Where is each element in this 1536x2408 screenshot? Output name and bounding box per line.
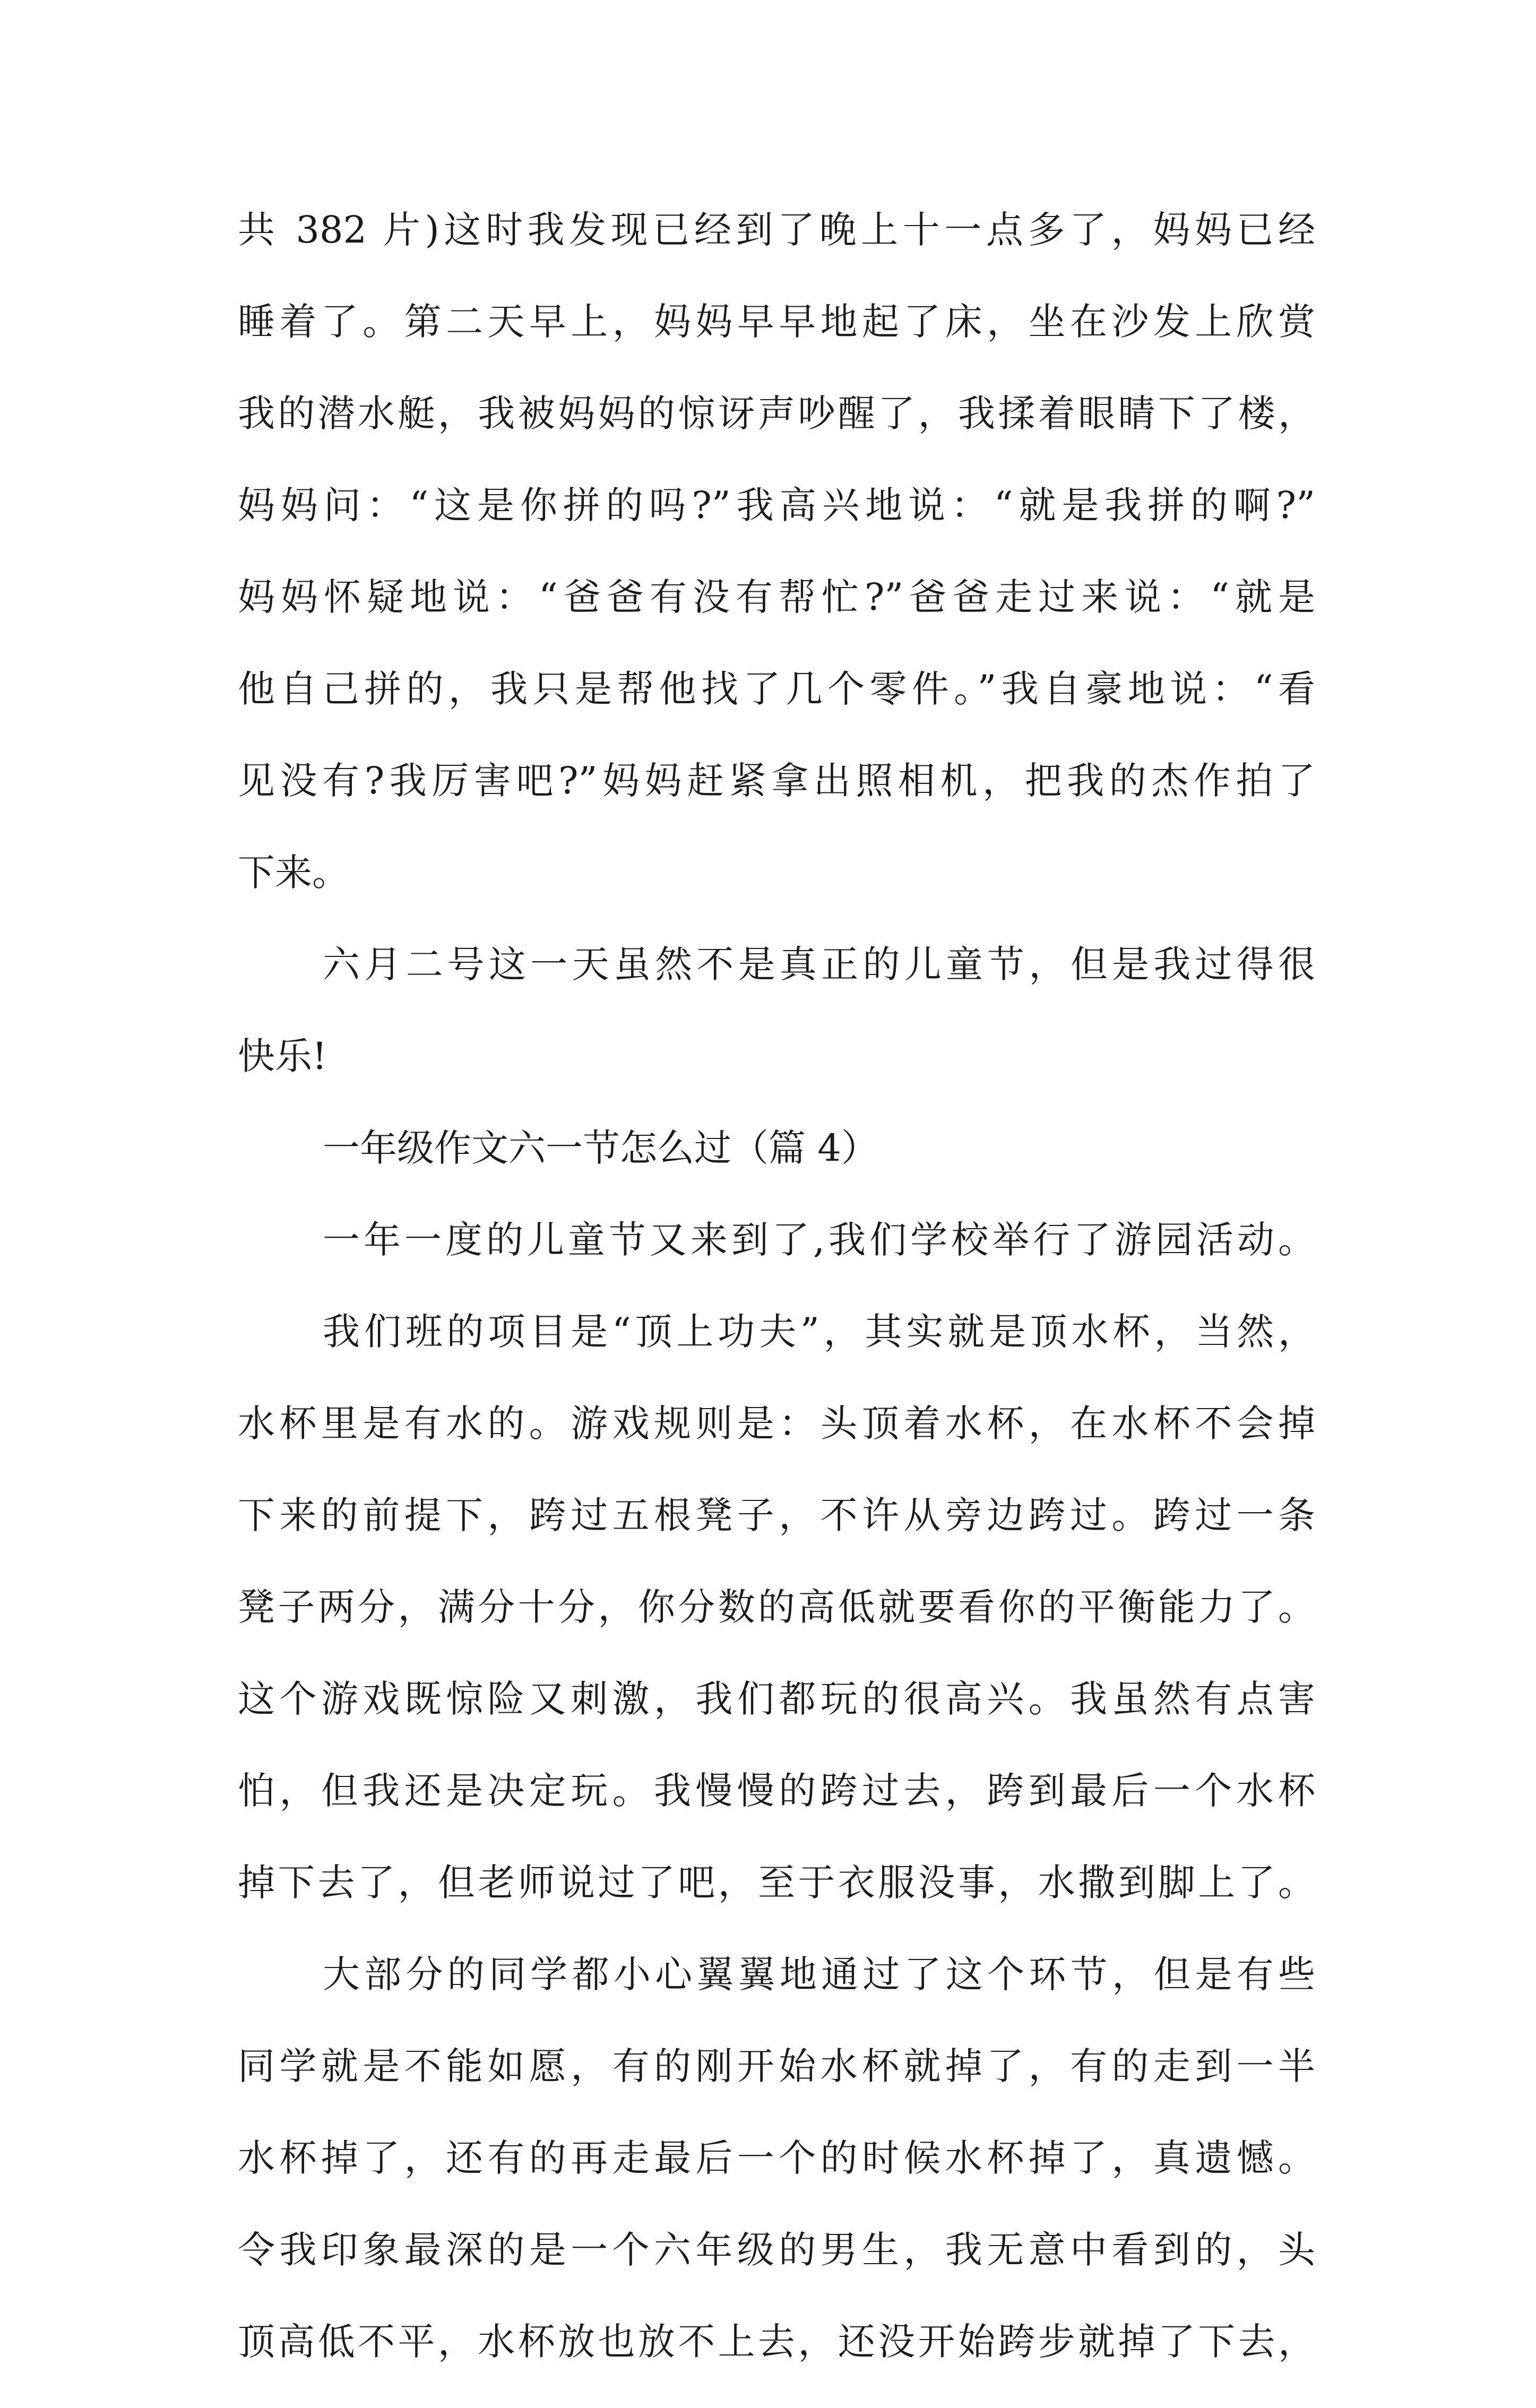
text-line: 怕，但我还是决定玩。我慢慢的跨过去，跨到最后一个水杯 bbox=[238, 1769, 1315, 1813]
text-line: 睡着了。第二天早上，妈妈早早地起了床，坐在沙发上欣赏 bbox=[238, 300, 1315, 343]
text-line: 妈妈问：“这是你拼的吗?”我高兴地说：“就是我拼的啊?” bbox=[238, 484, 1315, 527]
text-line: 水杯掉了，还有的再走最后一个的时候水杯掉了，真遗憾。 bbox=[238, 2136, 1315, 2180]
text-line: 见没有?我厉害吧?”妈妈赶紧拿出照相机，把我的杰作拍了 bbox=[238, 759, 1315, 802]
text-line: 令我印象最深的是一个六年级的男生，我无意中看到的，头 bbox=[238, 2228, 1315, 2272]
document-body bbox=[238, 204, 1315, 2408]
text-line: 我的潜水艇，我被妈妈的惊讶声吵醒了，我揉着眼睛下了楼， bbox=[238, 392, 1315, 435]
text-line: 掉下去了，但老师说过了吧，至于衣服没事，水撒到脚上了。 bbox=[238, 1861, 1315, 1904]
text-line: 顶高低不平，水杯放也放不上去，还没开始跨步就掉了下去， bbox=[238, 2320, 1315, 2363]
paragraph-start-line: 我们班的项目是“顶上功夫”，其实就是顶水杯，当然， bbox=[323, 1310, 1315, 1353]
text-line: 共 382 片)这时我发现已经到了晚上十一点多了，妈妈已经 bbox=[238, 208, 1315, 252]
text-line: 妈妈怀疑地说：“爸爸有没有帮忙?”爸爸走过来说：“就是 bbox=[238, 575, 1315, 619]
text-line: 下来。 bbox=[238, 851, 349, 894]
section-heading: 一年级作文六一节怎么过（篇 4） bbox=[323, 1126, 878, 1170]
paragraph-start-line: 六月二号这一天虽然不是真正的儿童节，但是我过得很 bbox=[323, 943, 1315, 986]
text-line: 下来的前提下，跨过五根凳子，不许从旁边跨过。跨过一条 bbox=[238, 1494, 1315, 1537]
text-line: 他自己拼的，我只是帮他找了几个零件。”我自豪地说：“看 bbox=[238, 667, 1315, 711]
text-line: 凳子两分，满分十分，你分数的高低就要看你的平衡能力了。 bbox=[238, 1585, 1315, 1629]
paragraph-start-line: 一年一度的儿童节又来到了,我们学校举行了游园活动。 bbox=[323, 1218, 1315, 1262]
text-line: 这个游戏既惊险又刺激，我们都玩的很高兴。我虽然有点害 bbox=[238, 1677, 1315, 1721]
text-line: 快乐! bbox=[238, 1034, 327, 1078]
text-line: 水杯里是有水的。游戏规则是：头顶着水杯，在水杯不会掉 bbox=[238, 1402, 1315, 1445]
paragraph-start-line: 大部分的同学都小心翼翼地通过了这个环节，但是有些 bbox=[323, 1953, 1315, 1996]
text-line: 同学就是不能如愿，有的刚开始水杯就掉了，有的走到一半 bbox=[238, 2044, 1315, 2088]
